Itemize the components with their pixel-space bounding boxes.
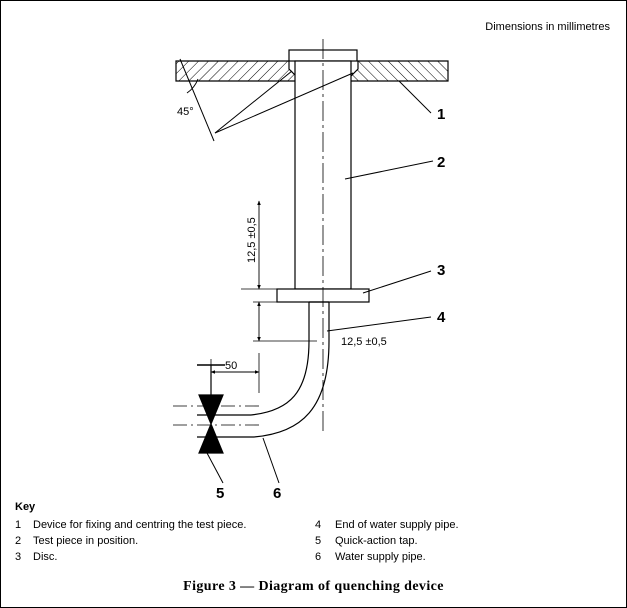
key-item	[315, 549, 615, 565]
key-item-number: 1	[15, 519, 22, 531]
dimensions-note: Dimensions in millimetres	[485, 21, 610, 33]
key-item-text: Device for fixing and centring the test piece.	[33, 519, 247, 531]
dimension-upper-label: 12,5 ±0,5	[246, 217, 258, 263]
angle-label: 45°	[177, 106, 194, 118]
key-item-number: 5	[315, 535, 322, 547]
leader-label-1: 1	[437, 106, 446, 123]
key-item-number: 4	[315, 519, 322, 531]
key-item-text: Water supply pipe.	[335, 551, 426, 563]
key-item	[15, 549, 315, 565]
dimension-lower	[253, 302, 387, 348]
key-item	[315, 517, 615, 533]
key-item	[315, 533, 615, 549]
key-item-text: End of water supply pipe.	[335, 519, 459, 531]
dimension-upper	[241, 201, 293, 289]
key-block	[15, 501, 615, 565]
dimension-tap-label: 50	[225, 360, 238, 372]
key-item-text: Disc.	[33, 551, 58, 563]
dimension-tap	[211, 353, 259, 393]
key-title: Key	[15, 501, 36, 513]
key-item	[15, 533, 315, 549]
key-column-left	[15, 517, 315, 565]
key-item-text: Quick-action tap.	[335, 535, 418, 547]
leader-label-4: 4	[437, 309, 446, 326]
quick-action-tap	[173, 365, 263, 453]
key-column-right	[315, 517, 615, 565]
key-item-number: 2	[15, 535, 22, 547]
key-item-number: 3	[15, 551, 22, 563]
leader-label-6: 6	[273, 485, 282, 501]
key-item-text: Test piece in position.	[33, 535, 139, 547]
dimension-lower-label: 12,5 ±0,5	[341, 336, 387, 348]
key-item	[15, 517, 315, 533]
key-item-number: 6	[315, 551, 322, 563]
leader-label-5: 5	[216, 485, 225, 501]
water-supply-pipe	[223, 302, 329, 437]
leader-label-2: 2	[437, 154, 446, 171]
leader-label-3: 3	[437, 262, 446, 279]
figure-caption: Figure 3 — Diagram of quenching device	[183, 579, 444, 594]
quenching-device-drawing	[1, 1, 627, 501]
